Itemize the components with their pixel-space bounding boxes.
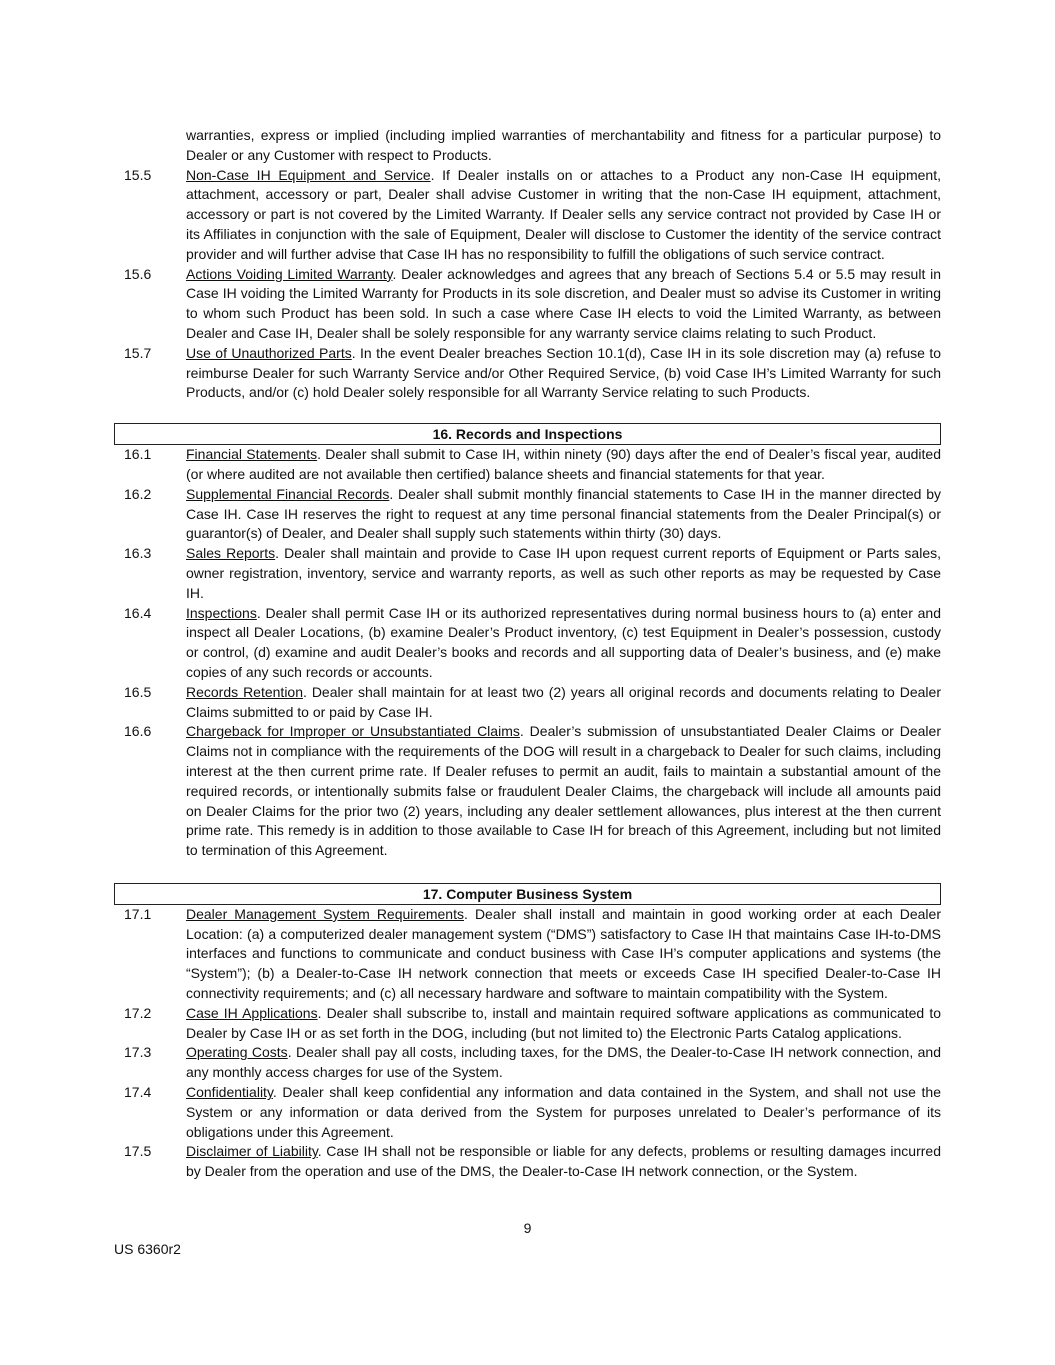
clause-number: 16.2 <box>124 485 152 502</box>
clause-17-3 <box>114 1043 941 1083</box>
clause-body <box>186 1004 941 1044</box>
clause-15-7 <box>114 344 941 403</box>
clause-number: 15.7 <box>124 344 152 361</box>
clause-16-4 <box>114 604 941 683</box>
continuation-text: warranties, express or implied (including implied warranties of merchantability and fitness for a particular purpose) to Dealer or any Customer with respect to Products. <box>186 127 941 163</box>
clause-text: . Dealer acknowledges and agrees that any breach of Sections 5.4 or 5.5 may result in Case IH voiding the Limited Warranty for Products in its sole discretion, and Dealer must so advise its Customer in writing to whom such Product has been sold. In such a case where Case IH elects to void the Limited Warranty, as between Dealer and Case IH, Dealer shall be solely responsible for any warranty service claims relating to such Product. <box>186 265 942 341</box>
clause-body <box>186 683 941 723</box>
clause-text: . Dealer shall permit Case IH or its authorized representatives during normal business hours to (a) enter and inspect all Dealer Locations, (b) examine Dealer’s Product inventory, (c) test Equipment in Dealer’s possession, custody or control, (d) examine and audit Dealer’s books and records and all supporting data of Dealer’s business, and (e) make copies of any such records or accounts. <box>186 604 941 680</box>
clause-title: Financial Statements <box>186 446 318 463</box>
clause-number: 17.5 <box>124 1143 152 1160</box>
clause-body <box>186 1083 941 1142</box>
clause-title: Actions Voiding Limited Warranty <box>186 265 393 282</box>
clause-title: Disclaimer of Liability <box>186 1143 318 1160</box>
clause-title: Dealer Management System Requirements <box>186 905 464 922</box>
clause-body <box>186 905 941 1004</box>
document-content <box>114 126 941 1182</box>
clause-17-5 <box>114 1142 941 1182</box>
clause-text: . Dealer shall keep confidential any information and data contained in the System, and shall not use the System or any information or data derived from the System for purposes unrelated to Dealer’s performance of its obligations under this Agreement. <box>186 1084 941 1140</box>
clause-number: 16.3 <box>124 545 152 562</box>
clause-title: Inspections <box>186 604 257 621</box>
clause-16-6 <box>114 722 941 861</box>
clause-body <box>186 445 941 485</box>
page-number: 9 <box>523 1220 532 1236</box>
clause-17-4 <box>114 1083 941 1142</box>
clause-title: Operating Costs <box>186 1044 288 1061</box>
clause-title: Use of Unauthorized Parts <box>186 344 352 361</box>
clause-number: 16.4 <box>124 604 152 621</box>
clause-body <box>186 485 941 544</box>
clause-16-1 <box>114 445 941 485</box>
clause-number: 16.6 <box>124 723 152 740</box>
clause-text: . Dealer shall maintain and provide to Case IH upon request current reports of Equipment or Parts sales, owner registration, inventory, service and warranty reports, as well as such other reports as may be requested by Case IH. <box>186 545 941 601</box>
clause-text: . Case IH shall not be responsible or liable for any defects, problems or resulting damages incurred by Dealer from the operation and use of the DMS, the Dealer-to-Case IH network connection, or the System. <box>186 1143 941 1180</box>
clause-text: . Dealer shall submit monthly financial statements to Case IH in the manner directed by Case IH. Case IH reserves the right to request at any time personal financial statements from the Dealer Principal(s) or guarantor(s) of Dealer, and Dealer shall supply such statements within thirty (30) days. <box>186 485 941 542</box>
clause-title: Records Retention <box>186 683 303 700</box>
clause-text: . In the event Dealer breaches Section 10.1(d), Case IH in its sole discretion may (a) refuse to reimburse Dealer for such Warranty Service and/or Other Required Service, (b) void Case IH’s Limited Warranty for such Products, and/or (c) hold Dealer solely responsible for all Warranty Service relating to such Products. <box>186 344 941 401</box>
clause-number: 16.5 <box>124 683 152 700</box>
clause-body <box>186 344 941 403</box>
clause-16-5 <box>114 683 941 723</box>
clause-15-5 <box>114 166 941 265</box>
clause-number: 17.4 <box>124 1084 152 1101</box>
clause-text: . Dealer shall maintain for at least two (2) years all original records and documents relating to Dealer Claims submitted to or paid by Case IH. <box>186 683 941 720</box>
clause-title: Non-Case IH Equipment and Service <box>186 166 431 183</box>
clause-title: Confidentiality <box>186 1084 273 1101</box>
clause-body <box>186 722 941 861</box>
clause-number: 17.3 <box>124 1044 152 1061</box>
clause-body <box>186 1043 941 1083</box>
document-id: US 6360r2 <box>114 1241 181 1257</box>
clause-text: . Dealer shall subscribe to, install and maintain required software applications as communicated to Dealer by Case IH or as set forth in the DOG, including (but not limited to) the Electronic Parts Catalog applications. <box>186 1004 941 1041</box>
section-16-heading: 16. Records and Inspections <box>114 423 941 445</box>
clause-body <box>186 1142 941 1182</box>
clause-17-2 <box>114 1004 941 1044</box>
clause-16-3 <box>114 544 941 603</box>
clause-17-1 <box>114 905 941 1004</box>
clause-number: 15.5 <box>124 166 152 183</box>
clause-title: Sales Reports <box>186 545 276 562</box>
clause-number: 17.1 <box>124 905 152 922</box>
clause-number: 17.2 <box>124 1004 152 1021</box>
section-17-heading: 17. Computer Business System <box>114 883 941 905</box>
clause-15-6 <box>114 265 941 344</box>
clause-body <box>186 604 941 683</box>
clause-number: 15.6 <box>124 265 152 282</box>
clause-body <box>186 265 941 344</box>
clause-text: . If Dealer installs on or attaches to a Product any non-Case IH equipment, attachment, accessory or part, Dealer shall advise Customer in writing that the non-Case IH equipment, attachment, accessory or part is not covered by the Limited Warranty. If Dealer sells any service contract not provided by Case IH or its Affiliates in conjunction with the sale of Equipment, Dealer will disclose to Customer the identity of the service contract provider and will further advise that Case IH has no responsibility to fulfill the obligations of such service contract. <box>186 166 941 262</box>
clause-number: 16.1 <box>124 446 152 463</box>
clause-16-2 <box>114 485 941 544</box>
clause-text: . Dealer’s submission of unsubstantiated Dealer Claims or Dealer Claims not in compliance with the requirements of the DOG will result in a chargeback to Dealer for such claims, including interest at the then current prime rate. If Dealer refuses to permit an audit, fails to maintain a substantial amount of the required records, or intentionally submits false or fraudulent Dealer Claims, the chargeback will include all amounts paid on Dealer Claims for the prior two (2) years, including any dealer settlement allowances, plus interest at the then current prime rate. This remedy is in addition to those available to Case IH for breach of this Agreement, including but not limited to termination of this Agreement. <box>186 723 941 859</box>
clause-title: Chargeback for Improper or Unsubstantiated Claims <box>186 723 520 740</box>
clause-text: . Dealer shall install and maintain in good working order at each Dealer Location: (a) a computerized dealer management system (“DMS”) satisfactory to Case IH that maintains Case IH-to-DMS interfaces and functions to communicate and conduct business with Case IH’s computer applications and systems (the “System”); (b) a Dealer-to-Case IH network connection that meets or exceeds Case IH specified Dealer-to-Case IH connectivity requirements; and (c) all necessary hardware and software to maintain compatibility with the System. <box>186 905 941 1002</box>
clause-title: Case IH Applications <box>186 1004 318 1021</box>
clause-text: . Dealer shall pay all costs, including taxes, for the DMS, the Dealer-to-Case IH network connection, and any monthly access charges for use of the System. <box>186 1044 941 1081</box>
clause-body <box>186 544 941 603</box>
clause-text: . Dealer shall submit to Case IH, within ninety (90) days after the end of Dealer’s fiscal year, audited (or where audited are not available then certified) balance sheets and financial statements for that year. <box>186 446 941 482</box>
clause-title: Supplemental Financial Records <box>186 485 390 502</box>
clause-body <box>186 166 941 265</box>
